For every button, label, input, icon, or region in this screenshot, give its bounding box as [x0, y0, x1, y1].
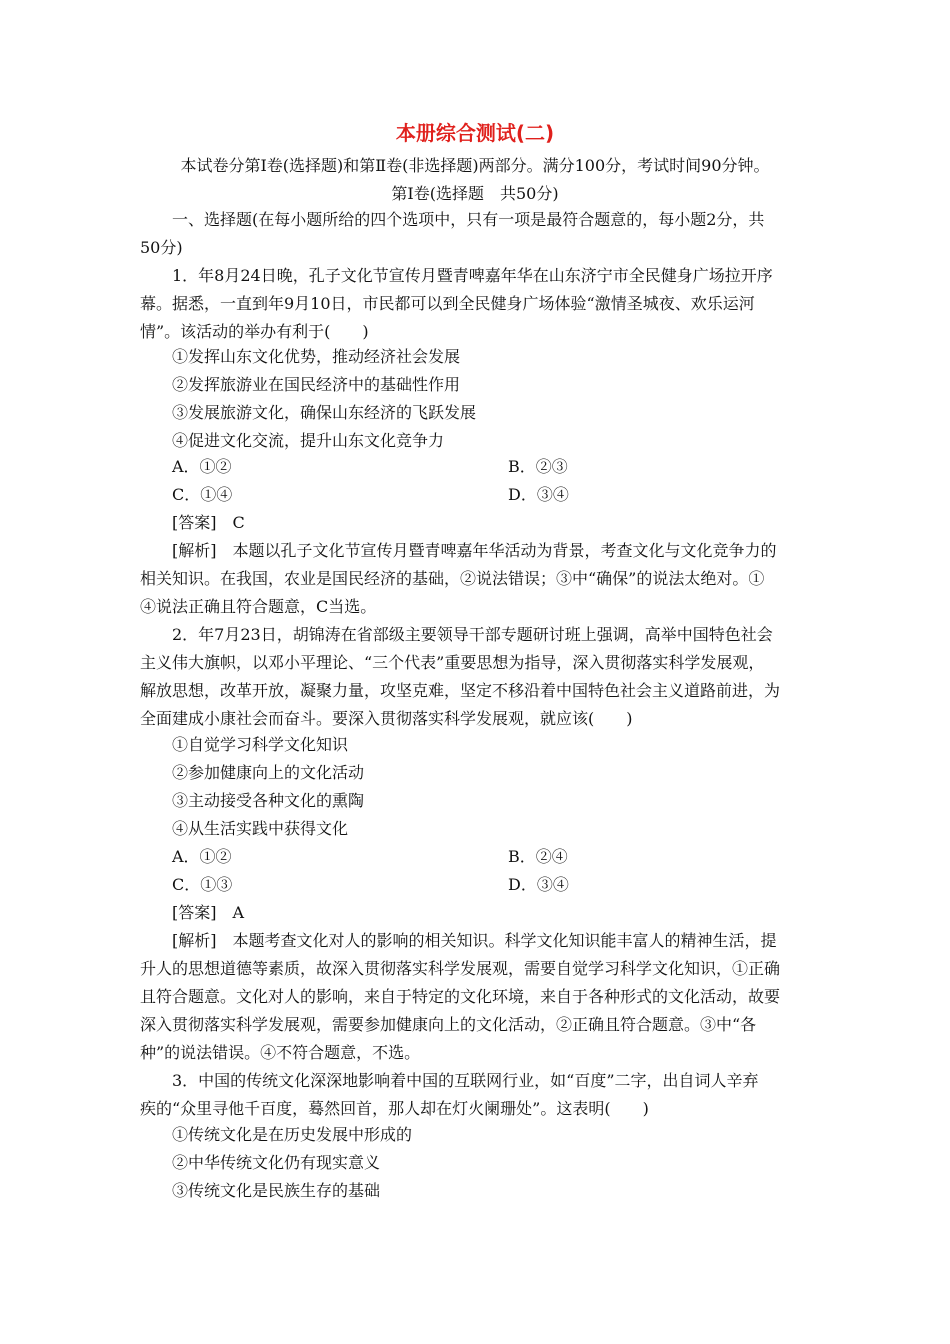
q1-option-a: A．①② [172, 457, 232, 476]
q2-option-b: B．②④ [508, 847, 568, 866]
q2-answer: [答案] A [172, 903, 245, 922]
q2-analysis: [解析] 本题考查文化对人的影响的相关知识。科学文化知识能丰富人的精神生活，提 [172, 931, 777, 950]
q2-option-d: D．③④ [508, 875, 569, 894]
q1-item: ③发展旅游文化，确保山东经济的飞跃发展 [172, 403, 477, 422]
q1-analysis: [解析] 本题以孔子文化节宣传月暨青啤嘉年华活动为背景，考查文化与文化竞争力的 [172, 541, 777, 560]
q2-option-a: A．①② [172, 847, 232, 866]
q1-option-d: D．③④ [508, 485, 569, 504]
q3-item: ①传统文化是在历史发展中形成的 [172, 1125, 413, 1144]
q2-analysis-cont: 升人的思想道德等素质，故深入贯彻落实科学发展观，需要自觉学习科学文化知识，①正确 [140, 959, 781, 978]
q1-option-c: C．①④ [172, 485, 233, 504]
q3-item: ②中华传统文化仍有现实意义 [172, 1153, 381, 1172]
part-instructions-cont: 50分) [140, 238, 183, 257]
q1-item: ①发挥山东文化优势，推动经济社会发展 [172, 347, 461, 366]
q2-item: ③主动接受各种文化的熏陶 [172, 791, 365, 810]
q2-stem: 2．年7月23日，胡锦涛在省部级主要领导干部专题研讨班上强调，高举中国特色社会 [172, 625, 773, 644]
q3-stem: 3．中国的传统文化深深地影响着中国的互联网行业，如“百度”二字，出自词人辛弃 [172, 1071, 759, 1090]
q2-option-c: C．①③ [172, 875, 233, 894]
q1-stem-cont: 幕。据悉，一直到年9月10日，市民都可以到全民健身广场体验“激情圣城夜、欢乐运河 [140, 294, 755, 313]
q2-analysis-cont: 且符合题意。文化对人的影响，来自于特定的文化环境，来自于各种形式的文化活动，故要 [140, 987, 781, 1006]
q3-item: ③传统文化是民族生存的基础 [172, 1181, 381, 1200]
q1-answer: [答案] C [172, 513, 245, 532]
intro-text: 本试卷分第Ⅰ卷(选择题)和第Ⅱ卷(非选择题)两部分。满分100分，考试时间90分钟。 [180, 156, 770, 175]
q2-analysis-cont: 种”的说法错误。④不符合题意，不选。 [140, 1043, 421, 1062]
part-instructions: 一、选择题(在每小题所给的四个选项中，只有一项是最符合题意的，每小题2分，共 [172, 210, 765, 229]
q3-stem-cont: 疾的“众里寻他千百度，蓦然回首，那人却在灯火阑珊处”。这表明( ) [140, 1099, 649, 1118]
q2-item: ④从生活实践中获得文化 [172, 819, 349, 838]
q2-stem-cont: 全面建成小康社会而奋斗。要深入贯彻落实科学发展观，就应该( ) [140, 709, 633, 728]
q1-item: ④促进文化交流，提升山东文化竞争力 [172, 431, 445, 450]
q1-stem-cont: 情”。该活动的举办有利于( ) [140, 322, 369, 341]
q1-analysis-cont: 相关知识。在我国，农业是国民经济的基础，②说法错误；③中“确保”的说法太绝对。① [140, 569, 765, 588]
q2-analysis-cont: 深入贯彻落实科学发展观，需要参加健康向上的文化活动，②正确且符合题意。③中“各 [140, 1015, 757, 1034]
q2-stem-cont: 主义伟大旗帜，以邓小平理论、“三个代表”重要思想为指导，深入贯彻落实科学发展观， [140, 653, 765, 672]
q2-item: ①自觉学习科学文化知识 [172, 735, 349, 754]
q1-item: ②发挥旅游业在国民经济中的基础性作用 [172, 375, 461, 394]
section-heading: 第Ⅰ卷(选择题 共50分) [391, 184, 559, 203]
q2-item: ②参加健康向上的文化活动 [172, 763, 365, 782]
q2-stem-cont: 解放思想，改革开放，凝聚力量，攻坚克难，坚定不移沿着中国特色社会主义道路前进，为 [140, 681, 781, 700]
q1-stem: 1．年8月24日晚，孔子文化节宣传月暨青啤嘉年华在山东济宁市全民健身广场拉开序 [172, 266, 773, 285]
page-title: 本册综合测试(二) [395, 121, 555, 145]
q1-analysis-cont: ④说法正确且符合题意，C当选。 [140, 597, 377, 616]
q1-option-b: B．②③ [508, 457, 568, 476]
